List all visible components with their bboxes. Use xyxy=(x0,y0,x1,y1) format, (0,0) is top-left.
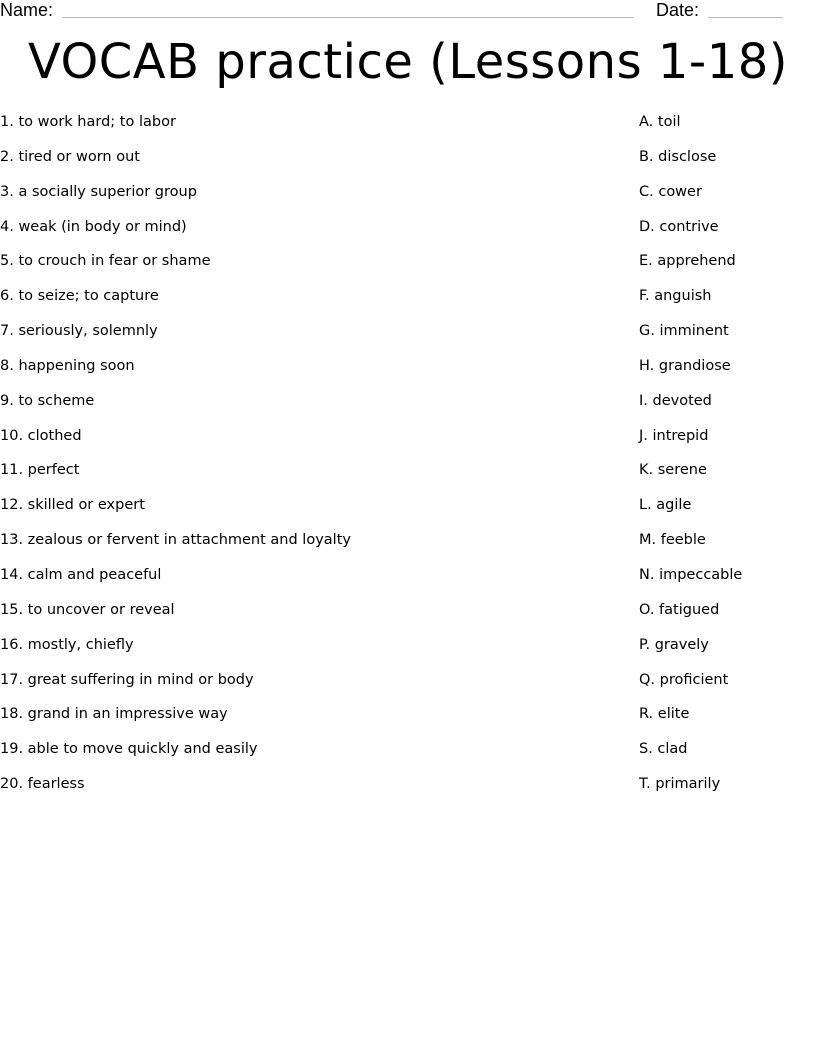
definition-item: 7. seriously, solemnly xyxy=(0,323,158,340)
word-choice-item: T. primarily xyxy=(639,776,721,793)
definitions-list xyxy=(0,112,600,809)
worksheet-header xyxy=(0,0,816,22)
definition-item: 1. to work hard; to labor xyxy=(0,114,176,130)
word-choice-item: D. contrive xyxy=(639,218,719,235)
word-choice-item: H. grandiose xyxy=(639,357,731,374)
name-blank-line xyxy=(62,17,634,18)
word-choice-item: F. anguish xyxy=(639,288,712,305)
definition-item: 11. perfect xyxy=(0,462,80,479)
word-choice-item: G. imminent xyxy=(639,323,729,340)
word-choice-item: M. feeble xyxy=(639,532,706,549)
word-choice-item: B. disclose xyxy=(639,148,717,165)
date-blank-line xyxy=(708,17,783,18)
word-choice-item: S. clad xyxy=(639,741,688,758)
definition-item: 10. clothed xyxy=(0,427,82,444)
word-choice-item: J. intrepid xyxy=(639,427,709,444)
definition-item: 20. fearless xyxy=(0,776,85,793)
definition-item: 18. grand in an impressive way xyxy=(0,706,228,723)
word-choice-item: O. fatigued xyxy=(639,601,720,618)
definition-item: 13. zealous or fervent in attachment and loyalty xyxy=(0,532,351,549)
definition-item: 8. happening soon xyxy=(0,357,135,374)
word-choice-item: K. serene xyxy=(639,462,707,479)
definition-item: 2. tired or worn out xyxy=(0,148,140,165)
word-choice-item: N. impeccable xyxy=(639,566,743,583)
word-choice-item: E. apprehend xyxy=(639,253,736,270)
definition-item: 9. to scheme xyxy=(0,392,95,409)
word-choice-item: L. agile xyxy=(639,497,692,514)
worksheet-title: VOCAB practice (Lessons 1-18) xyxy=(27,34,789,90)
word-choice-item: I. devoted xyxy=(639,392,712,409)
definition-item: 6. to seize; to capture xyxy=(0,288,159,305)
definition-item: 12. skilled or expert xyxy=(0,497,145,514)
date-label: Date: xyxy=(656,0,700,20)
definition-item: 16. mostly, chiefly xyxy=(0,636,134,653)
definition-item: 19. able to move quickly and easily xyxy=(0,741,258,758)
word-choice-item: P. gravely xyxy=(639,636,709,653)
word-choice-item: Q. proficient xyxy=(639,671,729,688)
definition-item: 5. to crouch in fear or shame xyxy=(0,253,211,270)
words-list xyxy=(639,112,809,809)
word-choice-item: R. elite xyxy=(639,706,690,723)
word-choice-item: A. toil xyxy=(639,114,681,130)
definition-item: 4. weak (in body or mind) xyxy=(0,218,187,235)
definition-item: 3. a socially superior group xyxy=(0,183,197,200)
definition-item: 14. calm and peaceful xyxy=(0,566,162,583)
definition-item: 17. great suffering in mind or body xyxy=(0,671,254,688)
name-label: Name: xyxy=(0,0,54,20)
definition-item: 15. to uncover or reveal xyxy=(0,601,175,618)
word-choice-item: C. cower xyxy=(639,183,702,200)
